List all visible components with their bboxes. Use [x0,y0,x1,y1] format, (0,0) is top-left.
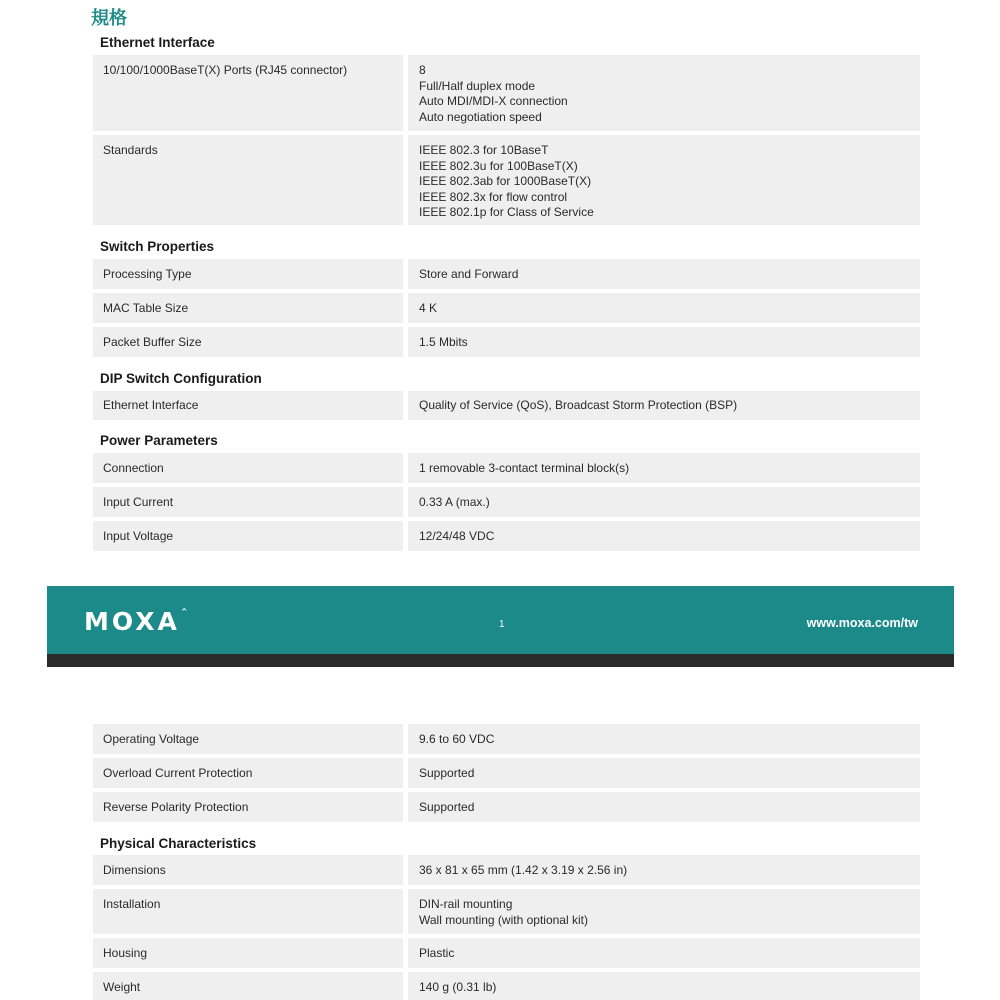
spec-label-cell [93,938,403,968]
spec-label-cell [93,135,403,225]
spec-value: 9.6 to 60 VDC [419,732,495,746]
spec-row-installation [93,889,920,934]
spec-row-buffer [93,327,920,357]
spec-value: 1.5 Mbits [419,335,468,349]
spec-label-cell [93,972,403,1000]
spec-label-cell [93,55,403,131]
spec-label-cell [93,327,403,357]
spec-label: Overload Current Protection [103,766,253,780]
spec-label: Reverse Polarity Protection [103,800,249,814]
section-heading-switch: Switch Properties [100,239,215,254]
spec-row-processing [93,259,920,289]
spec-value-cell [408,487,920,517]
spec-value-cell [408,972,920,1000]
section-heading-ethernet: Ethernet Interface [100,35,215,50]
spec-label: Input Voltage [103,529,174,543]
page-number: 1 [499,619,505,630]
spec-label-cell [93,521,403,551]
spec-label-cell [93,259,403,289]
spec-label-cell [93,889,403,934]
spec-value: 12/24/48 VDC [419,529,495,543]
spec-label-cell [93,453,403,483]
spec-row-overload [93,758,920,788]
spec-row-input-current [93,487,920,517]
spec-value-cell [408,521,920,551]
spec-label: Operating Voltage [103,732,200,746]
spec-value: IEEE 802.3 for 10BaseT IEEE 802.3u for 100BaseT(X) IEEE 802.3ab for 1000BaseT(X) IEEE 802.3x for flow control IEEE 802.1p for Class of Service [419,143,594,219]
logo-text: MOXA [84,607,180,636]
spec-value: 4 K [419,301,438,315]
spec-label-cell [93,724,403,754]
spec-label-cell [93,391,403,420]
spec-label: Installation [103,897,161,911]
spec-row-housing [93,938,920,968]
spec-label: Packet Buffer Size [103,335,202,349]
spec-value-cell [408,792,920,822]
spec-row-connection [93,453,920,483]
spec-row-operating-voltage [93,724,920,754]
spec-label: 10/100/1000BaseT(X) Ports (RJ45 connector) [103,63,348,77]
spec-value: Supported [419,766,475,780]
spec-value: DIN-rail mounting Wall mounting (with optional kit) [419,897,588,927]
spec-value-cell [408,293,920,323]
spec-value-cell [408,391,920,420]
spec-row-dimensions [93,855,920,885]
spec-label-cell [93,792,403,822]
page-title: 規格 [91,8,127,28]
spec-value-cell [408,758,920,788]
spec-value: Quality of Service (QoS), Broadcast Storm Protection (BSP) [419,398,738,412]
spec-value: 0.33 A (max.) [419,495,490,509]
spec-value-cell [408,724,920,754]
spec-value-cell [408,135,920,225]
spec-label: Housing [103,946,148,960]
spec-label-cell [93,758,403,788]
moxa-logo [84,607,191,636]
spec-label: Standards [103,143,158,157]
spec-value-cell [408,453,920,483]
spec-value-cell [408,327,920,357]
spec-value-cell [408,938,920,968]
spec-value-cell [408,889,920,934]
section-heading-power: Power Parameters [100,433,218,448]
section-heading-physical: Physical Characteristics [100,836,257,851]
spec-label: Ethernet Interface [103,398,199,412]
footer-bottom-bar [47,654,954,667]
spec-value: 8 Full/Half duplex mode Auto MDI/MDI-X connection Auto negotiation speed [419,63,568,124]
spec-row-dip-ethernet [93,391,920,420]
spec-label: Processing Type [103,267,192,281]
spec-value: Supported [419,800,475,814]
spec-value: Plastic [419,946,455,960]
website-url: www.moxa.com/tw [806,616,918,630]
spec-label-cell [93,855,403,885]
logo-mark-icon: ^ [180,607,191,616]
spec-label: Connection [103,461,164,475]
spec-label: Input Current [103,495,174,509]
spec-row-reverse-polarity [93,792,920,822]
spec-value-cell [408,55,920,131]
spec-label-cell [93,293,403,323]
spec-row-ports [93,55,920,131]
section-heading-dip: DIP Switch Configuration [100,371,262,386]
spec-value-cell [408,259,920,289]
spec-label: MAC Table Size [103,301,189,315]
spec-label: Weight [103,980,141,994]
spec-row-standards [93,135,920,225]
spec-row-weight [93,972,920,1000]
spec-row-input-voltage [93,521,920,551]
spec-value: 1 removable 3-contact terminal block(s) [419,461,630,475]
spec-value: 36 x 81 x 65 mm (1.42 x 3.19 x 2.56 in) [419,863,628,877]
spec-label: Dimensions [103,863,166,877]
spec-value-cell [408,855,920,885]
footer-band [47,586,954,654]
spec-value: 140 g (0.31 lb) [419,980,497,994]
spec-value: Store and Forward [419,267,519,281]
spec-label-cell [93,487,403,517]
spec-row-mac [93,293,920,323]
